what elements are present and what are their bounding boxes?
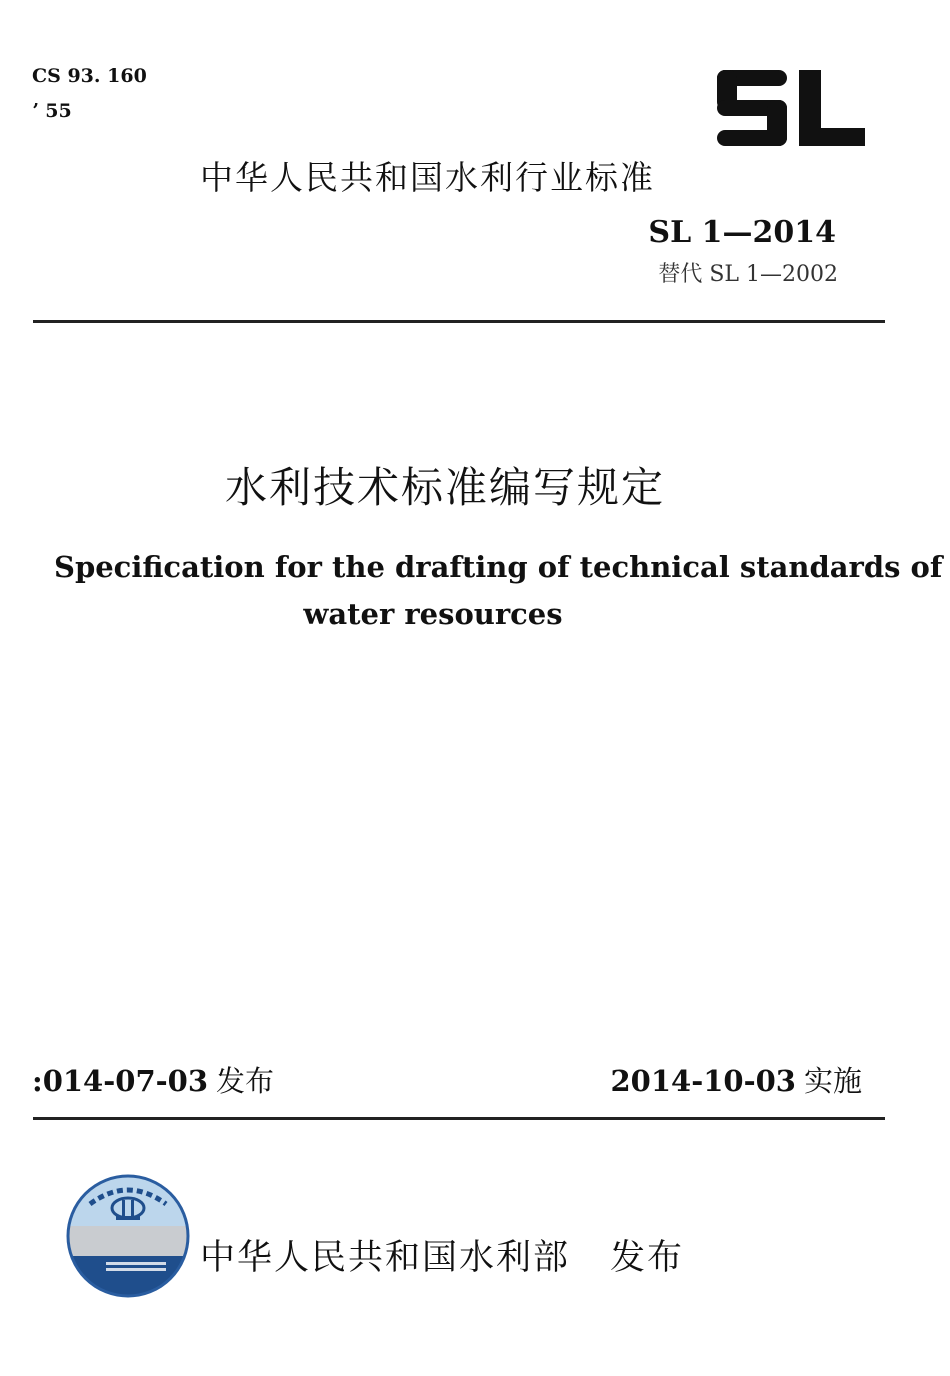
industry-standard-title: 中华人民共和国水利行业标准 bbox=[200, 158, 655, 197]
footer-divider bbox=[33, 1117, 885, 1120]
header-divider bbox=[33, 320, 885, 323]
title-english-line1: Specification for the drafting of technical standards of bbox=[54, 550, 943, 584]
implement-date: 2014-10-03 bbox=[610, 1064, 796, 1098]
issue-date-block bbox=[32, 1060, 274, 1102]
implement-date-block bbox=[610, 1060, 862, 1102]
title-english-line2: water resources bbox=[303, 597, 563, 631]
implement-label: 实施 bbox=[803, 1064, 862, 1098]
publisher-name: 中华人民共和国水利部 bbox=[200, 1238, 571, 1278]
sl-logo-icon bbox=[713, 66, 868, 150]
title-chinese: 水利技术标准编写规定 bbox=[224, 463, 665, 512]
issue-date: :014-07-03 bbox=[32, 1064, 209, 1098]
anti-counterfeit-seal-icon bbox=[66, 1174, 190, 1298]
replaces-standard: 替代 SL 1—2002 bbox=[658, 262, 838, 287]
ccs-code: ʼ 55 bbox=[32, 100, 72, 122]
publisher-line bbox=[200, 1234, 684, 1282]
ics-code: CS 93. 160 bbox=[32, 65, 147, 87]
issue-label: 发布 bbox=[216, 1064, 275, 1098]
publish-action: 发布 bbox=[610, 1238, 685, 1278]
standard-number: SL 1—2014 bbox=[648, 215, 836, 250]
